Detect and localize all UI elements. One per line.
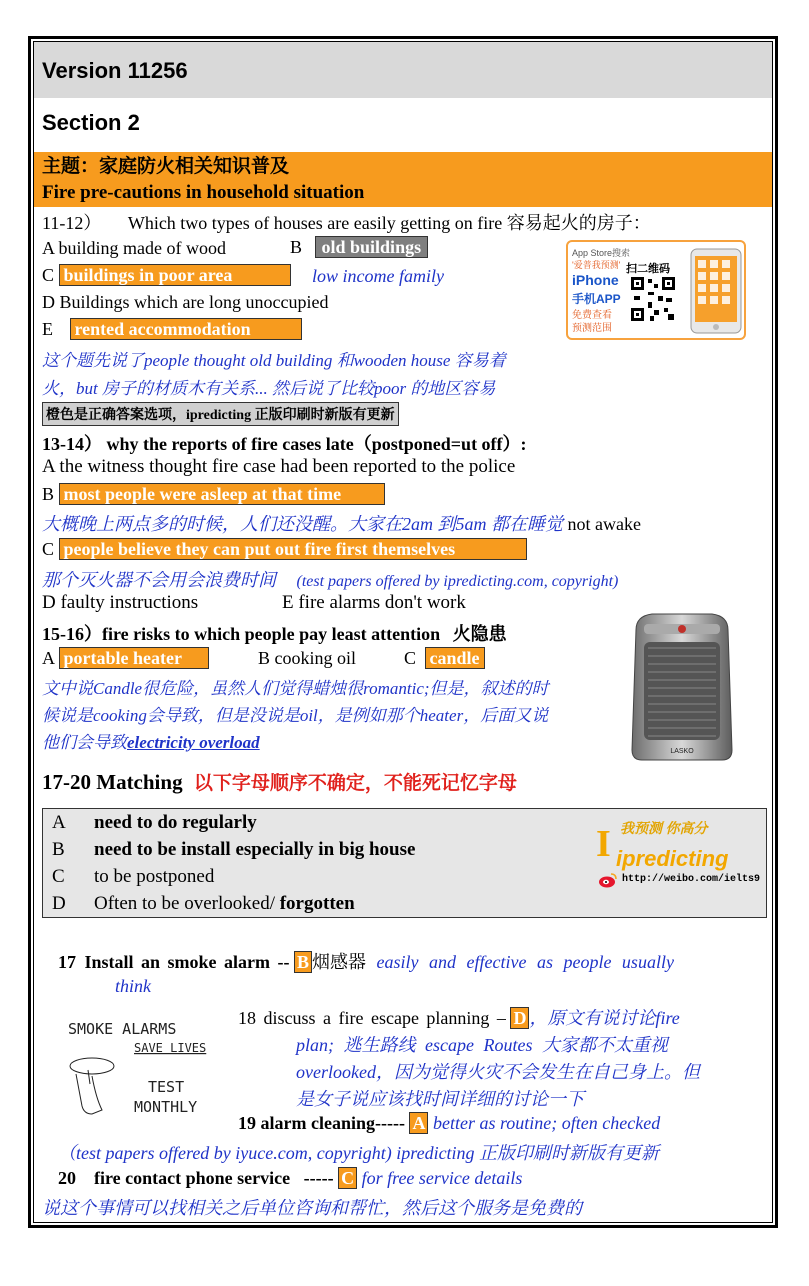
- q15-c-answer: candle: [425, 647, 485, 669]
- q17-zh: 烟感器: [312, 952, 367, 972]
- legend-box: 橙色是正确答案选项，ipredicting 正版印刷时新版有更新: [42, 402, 399, 426]
- q13-option-d: D faulty instructions: [42, 592, 199, 613]
- cartoon-line4: MONTHLY: [134, 1098, 198, 1116]
- q15-option-c: [404, 647, 485, 669]
- q11-num: 11-12）: [42, 213, 102, 233]
- cartoon-line2: SAVE LIVES: [134, 1041, 207, 1055]
- q15-note-3: [42, 728, 260, 753]
- topic-en: Fire pre-cautions in household situation: [42, 182, 365, 203]
- q13-c-note: 那个灭火器不会用会浪费时间: [42, 570, 276, 590]
- q13-b-note-tail: not awake: [567, 514, 641, 534]
- q11-option-e: [42, 318, 302, 340]
- version-title: Version 11256: [42, 58, 188, 83]
- q18-note-4: 是女子说应该找时间详细的讨论一下: [296, 1089, 584, 1109]
- matching-title: 17-20 Matching: [42, 770, 183, 794]
- q13-b-note: 大概晚上两点多的时候，人们还没醒。大家在2am 到5am 都在睡觉: [42, 514, 563, 534]
- q13-b-note-line: [42, 510, 641, 536]
- q17-note: easily and effective as people usually: [376, 952, 674, 972]
- q15-option-b: B cooking oil: [258, 648, 356, 668]
- q11-b-answer: old buildings: [315, 236, 429, 258]
- q13-b-letter: B: [42, 484, 55, 504]
- ad-scan: 扫二维码: [626, 263, 670, 275]
- final-note: 说这个事情可以找相关之后单位咨询和帮忙，然后这个服务是免费的: [42, 1198, 582, 1218]
- q15-note-2: 候说是cooking会导致，但是没说是oil，是例如那个heater，后面又说: [42, 706, 549, 725]
- q17-line: [58, 948, 674, 974]
- q17-text: Install an smoke alarm --: [84, 952, 290, 972]
- q19-answer: A: [409, 1112, 428, 1134]
- q18-line: [238, 1004, 680, 1030]
- q18-note-2: plan; 逃生路线 escape Routes 大家都不太重视: [296, 1035, 668, 1055]
- q11-b-letter: B: [290, 237, 303, 257]
- q19-text: 19 alarm cleaning-----: [238, 1113, 405, 1133]
- q18-answer: D: [510, 1007, 529, 1029]
- qr-code-icon: [630, 276, 676, 322]
- ipredicting-logo: [594, 818, 761, 898]
- ad-free-2: 预测范围: [572, 323, 612, 334]
- q13-c-answer: people believe they can put out fire first themselves: [59, 538, 527, 560]
- match-letter: B: [52, 839, 65, 860]
- q15-note-3-prefix: 他们会导致: [42, 733, 127, 752]
- matching-title-line: [42, 768, 517, 795]
- q18-text: 18 discuss a fire escape planning –: [238, 1008, 506, 1028]
- q11-option-a: A building made of wood: [42, 238, 226, 258]
- q11-c-answer: buildings in poor area: [59, 264, 291, 286]
- space-heater-image: [622, 610, 742, 766]
- q15-question-zh: 火隐患: [452, 624, 507, 644]
- q19-note: better as routine; often checked: [432, 1113, 661, 1133]
- q15-option-a: [42, 647, 209, 669]
- q13-option-b: [42, 483, 385, 505]
- q17-note-2: think: [115, 976, 151, 996]
- weibo-url: http://weibo.com/ielts9: [622, 874, 761, 885]
- q20-text: 20 fire contact phone service -----: [58, 1168, 334, 1188]
- cartoon-line3: TEST: [148, 1078, 185, 1096]
- ad-app: 手机APP: [572, 292, 621, 306]
- match-text: Often to be overlooked/: [94, 893, 280, 914]
- q11-note-2: 火，but 房子的材质木有关系... 然后说了比较poor 的地区容易: [42, 379, 496, 398]
- q13-option-c: [42, 538, 527, 560]
- q20-note: for free service details: [361, 1168, 523, 1188]
- q18-note-3: overlooked，因为觉得火灾不会发生在自己身上。但: [296, 1062, 700, 1082]
- q15-question-text: 15-16）fire risks to which people pay least attention: [42, 624, 441, 644]
- phone-icon: [690, 248, 742, 334]
- q11-option-c: [42, 264, 291, 286]
- q15-question: [42, 620, 507, 646]
- q11-option-d: D Buildings which are long unoccupied: [42, 292, 329, 312]
- weibo-icon: [598, 872, 618, 888]
- cartoon-line1: SMOKE ALARMS: [68, 1020, 177, 1038]
- section-title: Section 2: [42, 110, 140, 135]
- app-ad[interactable]: [566, 240, 746, 340]
- q17-num: 17: [58, 952, 76, 972]
- version-header: [34, 42, 772, 98]
- q11-c-letter: C: [42, 265, 55, 285]
- match-letter: C: [52, 866, 65, 887]
- q20-line: [58, 1167, 522, 1189]
- q15-a-letter: A: [42, 648, 55, 668]
- q11-e-answer: rented accommodation: [70, 318, 302, 340]
- q13-option-a: A the witness thought fire case had been reported to the police: [42, 456, 516, 477]
- q11-text: Which two types of houses are easily getting on fire 容易起火的房子：: [127, 213, 651, 233]
- q11-c-note: low income family: [312, 266, 444, 286]
- q11-note-1: 这个题先说了people thought old building 和wooden house 容易着: [42, 351, 506, 370]
- q11-e-letter: E: [42, 319, 53, 339]
- copyright-line: （test papers offered by iyuce.com, copyright) ipredicting 正版印刷时新版有更新: [58, 1143, 660, 1163]
- smoke-alarm-cartoon: [62, 1014, 212, 1130]
- q15-note-3-link: electricity overload: [127, 733, 260, 752]
- q13-c-note-line: [42, 566, 618, 592]
- match-row-a: [52, 812, 257, 834]
- match-letter: D: [52, 893, 66, 914]
- ad-free-1: 免费查看: [572, 310, 612, 321]
- match-text: need to do regularly: [94, 812, 257, 833]
- q15-note-1: 文中说Candle很危险，虽然人们觉得蜡烛很romantic;但是，叙述的时: [42, 679, 549, 698]
- q17-answer: B: [294, 951, 312, 973]
- q18-note-1: ，原文有说讨论fire: [529, 1008, 680, 1028]
- q13-copyright: (test papers offered by ipredicting.com, copyright): [296, 573, 619, 590]
- logo-i-icon: I: [596, 823, 611, 865]
- match-letter: A: [52, 812, 66, 833]
- q15-a-answer: portable heater: [59, 647, 209, 669]
- topic-zh: 主题：家庭防火相关知识普及: [42, 156, 290, 177]
- q13-option-e: E fire alarms don't work: [282, 592, 466, 613]
- topic-banner: [34, 152, 772, 207]
- ad-store-1: App Store搜索: [572, 248, 631, 258]
- q11-option-b: [290, 236, 428, 258]
- ad-iphone: iPhone: [572, 272, 619, 288]
- logo-zh: 我预测 你高分: [620, 822, 708, 837]
- q19-line: [238, 1112, 660, 1134]
- match-row-d: [52, 893, 355, 915]
- logo-text: ipredicting: [616, 846, 729, 871]
- match-row-b: [52, 839, 415, 861]
- q11-question: [42, 209, 651, 235]
- q13-b-answer: most people were asleep at that time: [59, 483, 385, 505]
- matching-title-zh: 以下字母顺序不确定，不能死记忆字母: [193, 773, 517, 794]
- q13-c-letter: C: [42, 539, 55, 559]
- match-text: need to be install especially in big house: [94, 839, 416, 860]
- heater-brand: LASKO: [670, 748, 694, 755]
- q20-answer: C: [338, 1167, 357, 1189]
- ad-store-2: '爱普我预测': [572, 260, 621, 270]
- match-row-c: [52, 866, 214, 888]
- match-text: to be postponed: [94, 866, 215, 887]
- q13-question: 13-14） why the reports of fire cases late（postponed=ut off）:: [42, 434, 527, 454]
- match-text-bold: forgotten: [279, 893, 355, 914]
- q15-c-letter: C: [404, 648, 417, 668]
